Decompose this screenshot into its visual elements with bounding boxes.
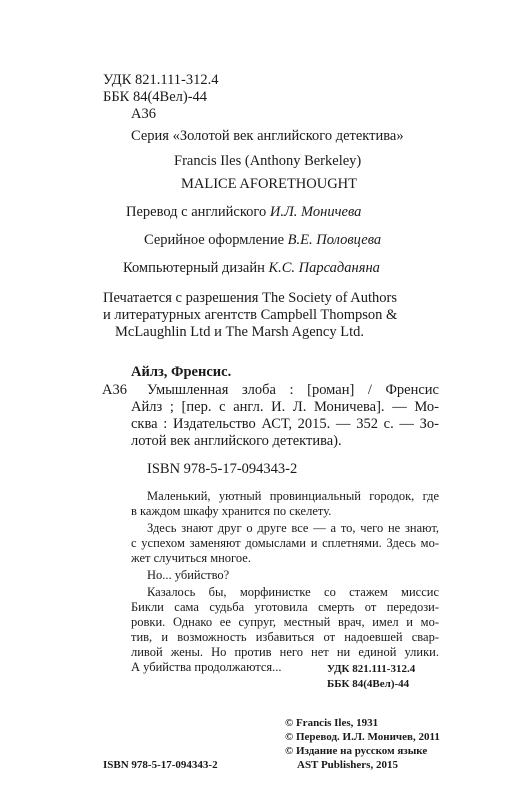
annotation-line-5: жет случиться многое. [131,551,251,565]
permission-line-1: Печатается с разрешения The Society of Authors [103,290,398,306]
cover-design-credit [144,232,381,249]
computer-design-label: Компьютерный дизайн [123,260,269,276]
catalog-line-2: Айлз ; [пер. с англ. И. Л. Моничева]. — Мо- [131,399,439,415]
copyright-line-3: © Издание на русском языке [285,745,428,757]
author-mark: А36 [131,106,156,122]
isbn-bottom: ISBN 978-5-17-094343-2 [103,759,218,771]
annotation-line-2: в каждом шкафу хранится по скелету. [131,504,332,518]
computer-designer-name: К.С. Парсаданяна [268,260,380,276]
catalog-line-1: Умышленная злоба : [роман] / Френсис [147,382,439,398]
annotation-line-3: Здесь знают друг о друге все — а то, чего не знают, [147,521,439,535]
copyright-line-4: AST Publishers, 2015 [297,759,398,771]
annotation-line-11: ливой жены. Но против него нет ни единой улики. [131,645,439,659]
bbk-code: ББК 84(4Вел)-44 [103,89,208,105]
bbk-bottom: ББК 84(4Вел)-44 [327,678,410,690]
annotation-line-4: с успехом заменяют домыслами и сплетнями. Здесь мо- [131,536,439,550]
cover-designer-name: В.Е. Половцева [287,232,382,248]
translation-label: Перевод с английского [126,204,270,220]
udk-code: УДК 821.111-312.4 [103,72,219,88]
translation-credit [126,204,361,221]
catalog-line-3: сква : Издательство АСТ, 2015. — 352 с. — Зо- [131,416,439,432]
annotation-line-7: Казалось бы, морфинистке со стажем миссис [147,585,439,599]
isbn: ISBN 978-5-17-094343-2 [147,461,298,477]
computer-design-credit [123,260,380,277]
annotation-line-9: ровки. Однако ее супруг, местный врач, имел и мо- [131,615,439,629]
permission-line-2: и литературных агентств Campbell Thompson & [103,307,398,323]
catalog-heading: Айлз, Френсис. [131,364,232,380]
permission-line-3: McLaughlin Ltd и The Marsh Agency Ltd. [115,324,364,340]
copyright-line-1: © Francis Iles, 1931 [285,717,379,729]
annotation-line-1: Маленький, уютный провинциальный городок, где [147,489,439,503]
annotation-line-10: тив, и возможность избавиться от надоевшей свар- [131,630,439,644]
udk-bottom: УДК 821.111-312.4 [327,663,416,675]
catalog-code: А36 [102,382,127,398]
annotation-line-6: Но... убийство? [147,568,230,582]
original-title: MALICE AFORETHOUGHT [181,176,358,192]
cover-design-label: Серийное оформление [144,232,288,248]
catalog-line-4: лотой век английского детектива). [131,433,342,449]
series-line: Серия «Золотой век английского детектива» [131,128,404,144]
copyright-line-2: © Перевод. И.Л. Моничев, 2011 [285,731,440,743]
annotation-line-12: А убийства продолжаются... [131,660,282,674]
original-author: Francis Iles (Anthony Berkeley) [174,153,362,169]
annotation-line-8: Бикли сама судьба уготовила смерть от передози- [131,600,439,614]
translator-name: И.Л. Моничева [269,204,362,220]
